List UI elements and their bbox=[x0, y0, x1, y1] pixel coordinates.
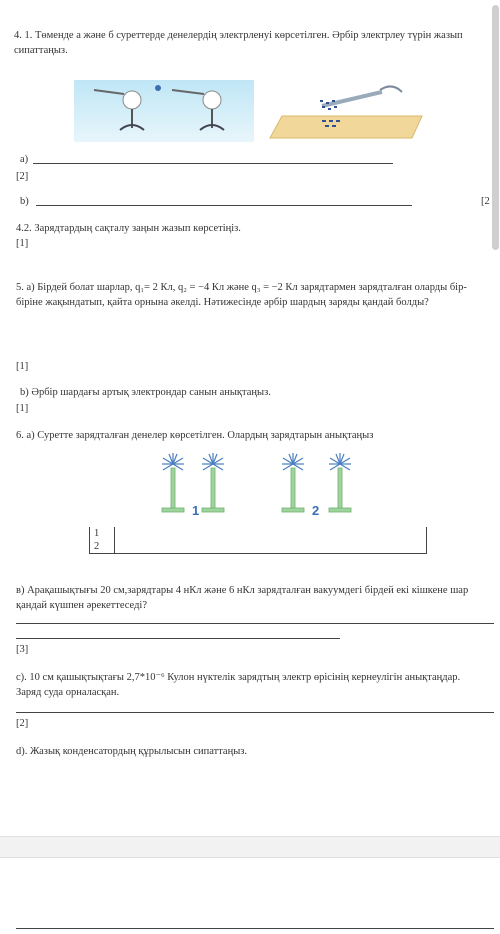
q6-c-text: с). 10 см қашықтықтағы 2,7*10⁻⁶ Кулон нүктелік зарядтың электр өрісінің кернеулігін анықтаңдар. Заряд суда орналасқан. bbox=[16, 672, 461, 698]
q4-1-b-label: b) bbox=[20, 196, 29, 207]
table-row-number: 2 bbox=[90, 540, 115, 554]
q4-2-text: 4.2. Зарядтардың сақталу заңын жазып көрсетіңіз. bbox=[16, 223, 241, 234]
q6-answer-table bbox=[89, 527, 427, 554]
q4-1-b-mark: [2 bbox=[481, 196, 490, 207]
figure-b-electrification bbox=[262, 80, 428, 142]
q6-v-text: в) Арақашықтығы 20 см,зарядтары 4 нКл және 6 нКл зарядталған вакуумдегі бірдей екі кішкене шар қандай күшпен әрекеттеседі? bbox=[16, 585, 469, 611]
q6-a-text: 6. а) Суретте зарядталған денелер көрсетілген. Олардың зарядтарын анықтаңыз bbox=[16, 430, 374, 441]
q5-b-text: b) Әрбір шардағы артық электрондар санын анықтаңыз. bbox=[20, 387, 271, 398]
q4-1-a-label: а) bbox=[20, 154, 29, 165]
table-answer-cell[interactable] bbox=[115, 540, 427, 554]
figure-charged-bodies bbox=[150, 448, 365, 518]
q6-d-text: d). Жазық конденсатордың құрылысын сипаттаңыз. bbox=[16, 746, 248, 757]
table-answer-cell[interactable] bbox=[115, 527, 427, 540]
bottom-answer-line[interactable] bbox=[16, 928, 494, 929]
q4-1-a-answer-line[interactable] bbox=[33, 163, 393, 164]
q6-v-answer-line-2[interactable] bbox=[16, 638, 340, 639]
q4-1-a-mark: [2] bbox=[16, 171, 29, 182]
scrollbar-thumb[interactable] bbox=[492, 5, 499, 250]
q6-c-mark: [2] bbox=[16, 718, 29, 729]
figure-label-2: 2 bbox=[312, 503, 320, 518]
table-row-number: 1 bbox=[90, 527, 115, 540]
q4-1-text: 4. 1. Төменде а және б суреттерде денелердің электрленуі көрсетілген. Әрбір электрлеу түрін жазып сипаттаңыз. bbox=[14, 30, 463, 56]
page-separator bbox=[0, 836, 500, 858]
q6-c-answer-line[interactable] bbox=[16, 712, 494, 713]
table-row bbox=[90, 540, 427, 554]
table-row bbox=[90, 527, 427, 540]
q4-2-mark: [1] bbox=[16, 238, 29, 249]
q6-v-mark: [3] bbox=[16, 644, 29, 655]
q5-a-mark: [1] bbox=[16, 361, 29, 372]
q5-b-mark: [1] bbox=[16, 403, 29, 414]
q5-a-text: 5. а) Бірдей болат шарлар, q₁= 2 Кл, q₂ = −4 Кл және q₃ = −2 Кл зарядтармен зарядталған оларды бір-біріне жақындатып, қайта орнына әкелді. Нәтижесінде әрбір шардың заряды қандай болды? bbox=[16, 282, 467, 308]
scrollbar[interactable] bbox=[490, 0, 500, 260]
figure-label-1: 1 bbox=[192, 503, 200, 518]
q4-1-b-answer-line[interactable] bbox=[36, 205, 412, 206]
figure-a-electrification bbox=[74, 80, 254, 142]
q6-v-answer-line-1[interactable] bbox=[16, 623, 494, 624]
